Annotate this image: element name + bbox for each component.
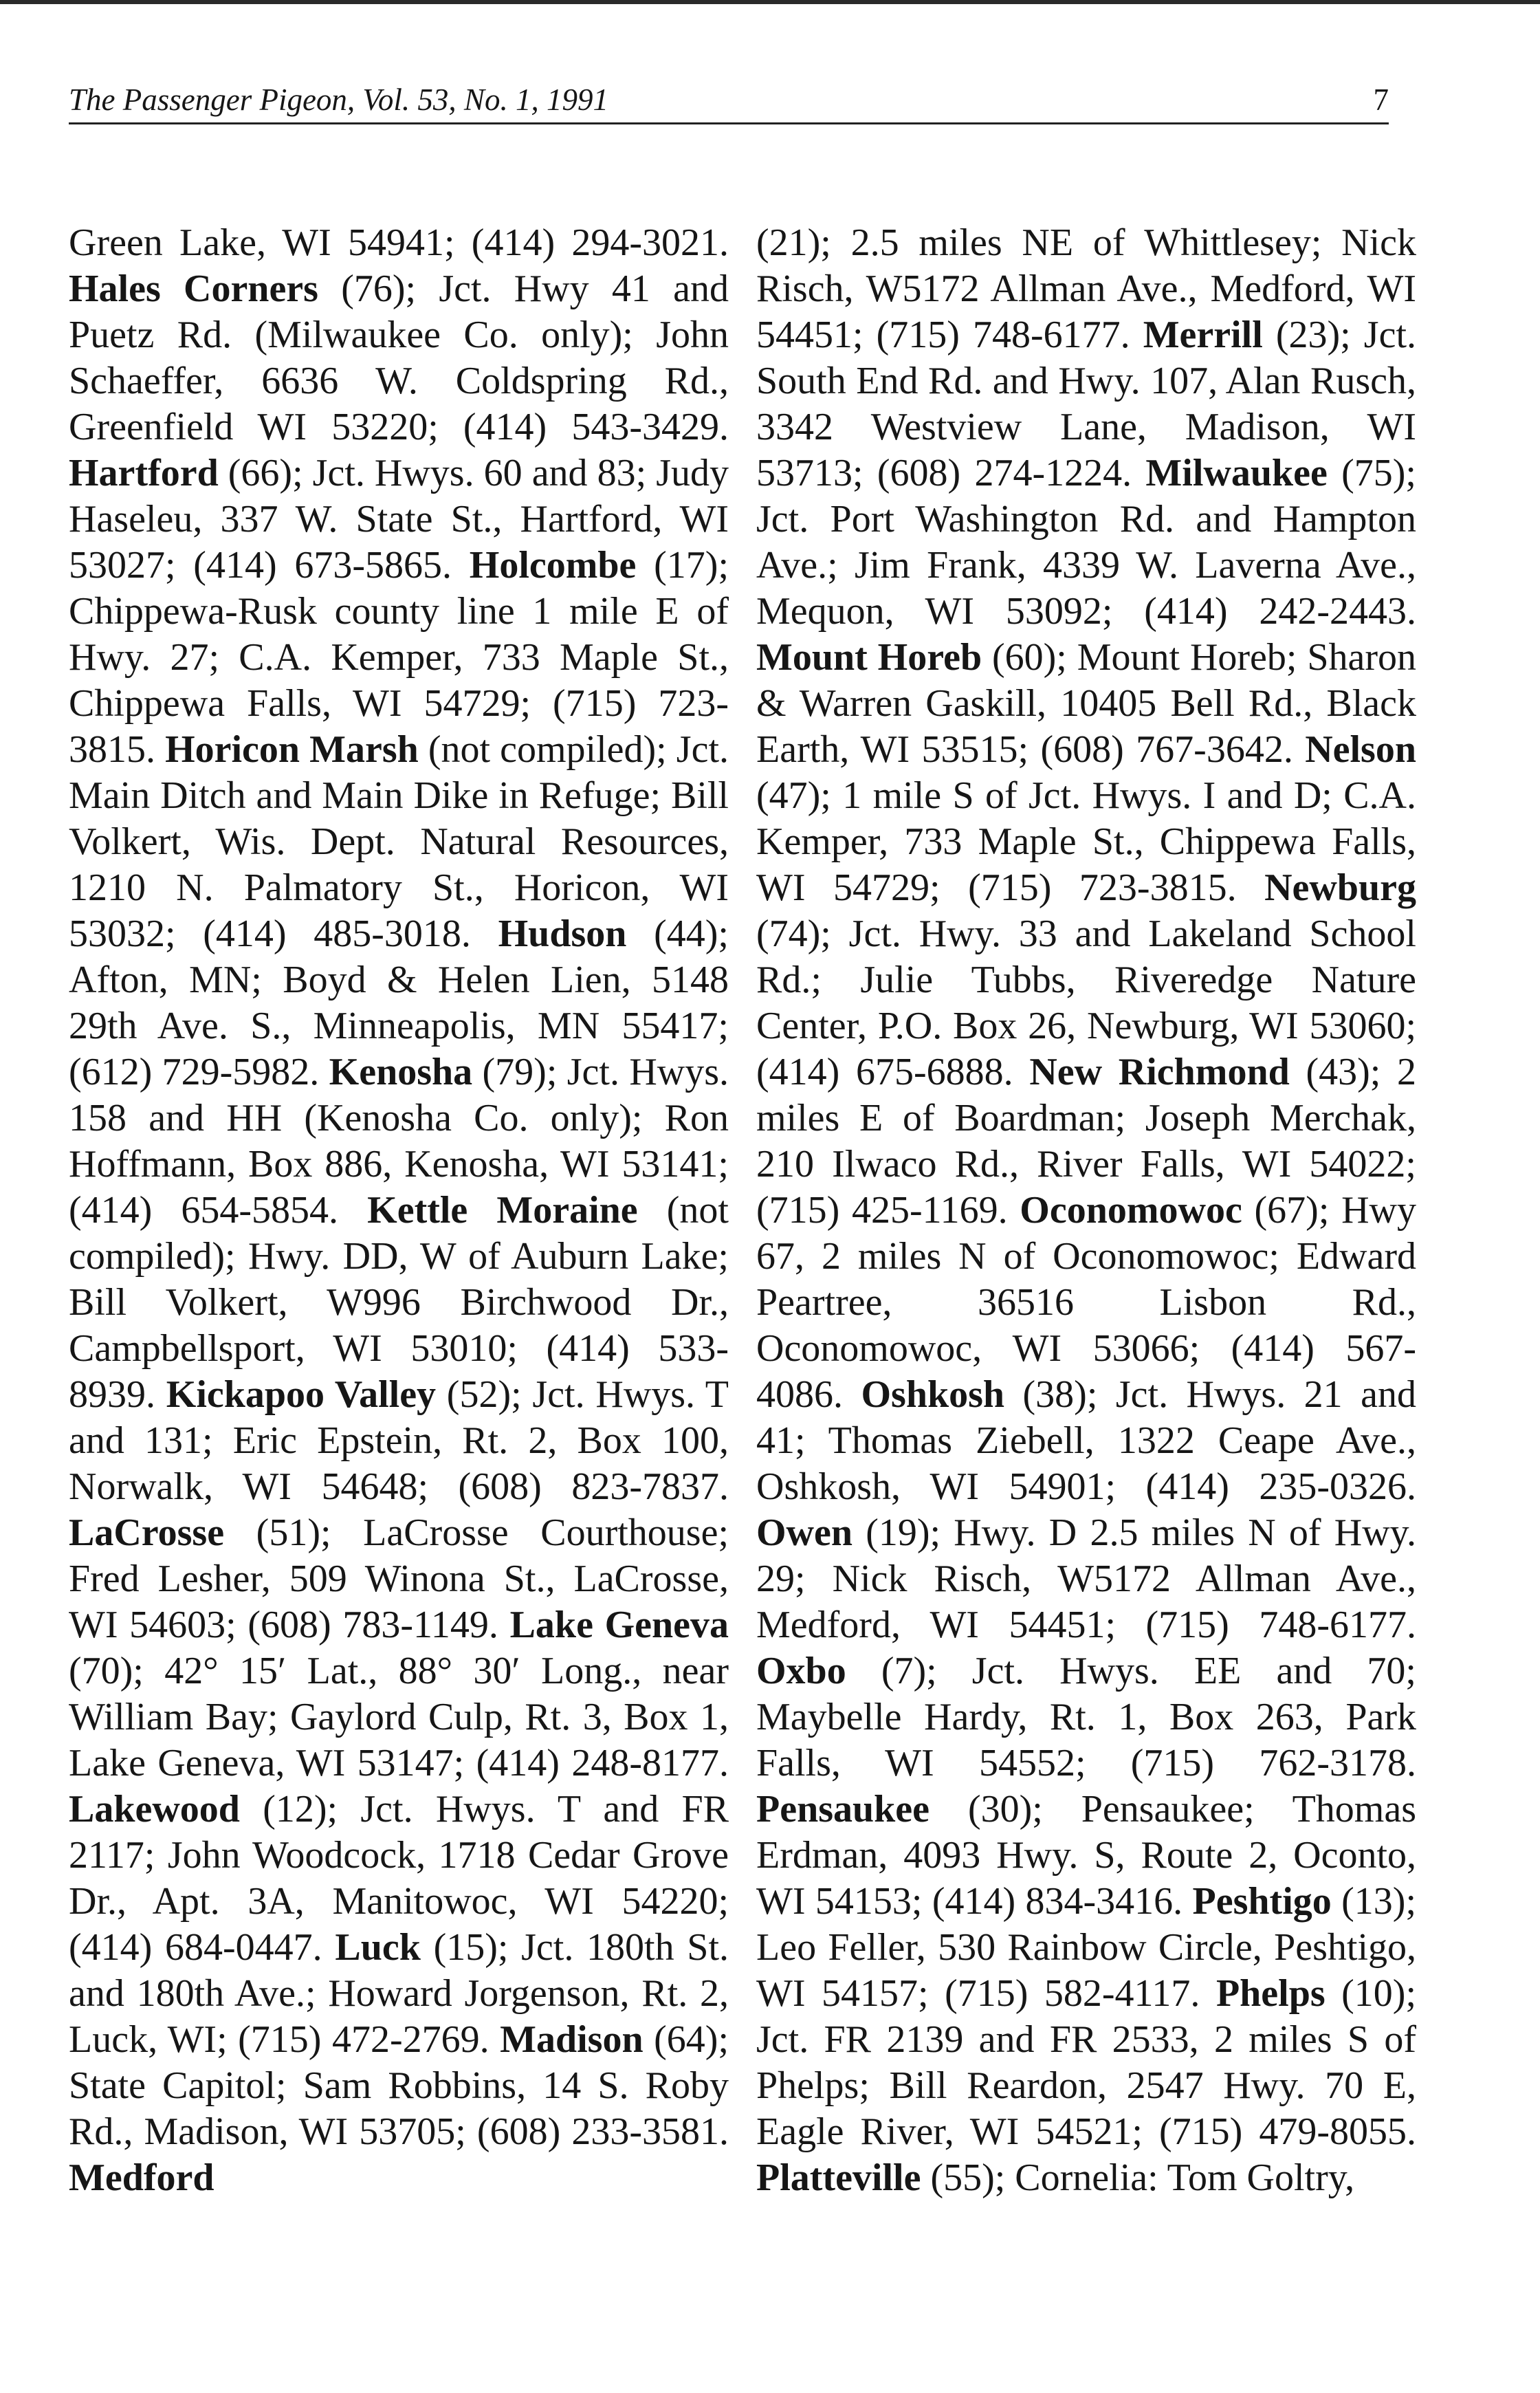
station-details: (51); LaCrosse Courthouse; Fred Lesher, 509 Winona St., LaCrosse, WI 54603; (608) 783-1149. (69, 1511, 729, 1646)
station-name: Lakewood (69, 1788, 240, 1831)
station-details: Green Lake, WI 54941; (414) 294-3021. (69, 221, 729, 264)
station-name: Luck (335, 1926, 421, 1969)
station-details: (64); State Capitol; Sam Robbins, 14 S. Roby Rd., Madison, WI 53705; (608) 233-3581. (69, 2018, 729, 2153)
station-details: (60); Mount Horeb; Sharon & Warren Gaskill, 10405 Bell Rd., Black Earth, WI 53515; (608) 767-3642. (756, 636, 1417, 771)
right-text-column (756, 220, 1416, 2352)
station-name: Nelson (1305, 728, 1416, 771)
station-name: Newburg (1264, 866, 1416, 909)
station-name: New Richmond (1029, 1051, 1290, 1093)
station-name: LaCrosse (69, 1511, 225, 1554)
station-name: Oxbo (756, 1650, 846, 1692)
station-details: (76); Jct. Hwy 41 and Puetz Rd. (Milwaukee Co. only); John Schaeffer, 6636 W. Coldspring Rd., Greenfield WI 53220; (414) 543-3429. (69, 267, 729, 448)
station-details: (55); Cornelia: Tom Goltry, (921, 2156, 1355, 2199)
station-name: Oconomowoc (1020, 1189, 1242, 1232)
station-name: Oshkosh (861, 1373, 1005, 1416)
station-details: (15); Jct. 180th St. and 180th Ave.; Howard Jorgenson, Rt. 2, Luck, WI; (715) 472-2769. (69, 1926, 729, 2061)
station-name: Platteville (756, 2156, 921, 2199)
station-name: Mount Horeb (756, 636, 982, 679)
journal-citation: The Passenger Pigeon, Vol. 53, No. 1, 1991 (69, 83, 608, 117)
station-name: Milwaukee (1145, 452, 1328, 494)
top-border-rule (0, 0, 1540, 4)
station-details: (44); Afton, MN; Boyd & Helen Lien, 5148 29th Ave. S., Minneapolis, MN 55417; (612) 729-5982. (69, 913, 729, 1093)
station-name: Hartford (69, 452, 219, 494)
station-details: (75); Jct. Port Washington Rd. and Hampton Ave.; Jim Frank, 4339 W. Laverna Ave., Mequon, WI 53092; (414) 242-2443. (756, 452, 1416, 633)
station-details: (38); Jct. Hwys. 21 and 41; Thomas Ziebell, 1322 Ceape Ave., Oshkosh, WI 54901; (414) 235-0326. (756, 1373, 1417, 1508)
station-name: Peshtigo (1192, 1880, 1332, 1923)
station-details: (74); Jct. Hwy. 33 and Lakeland School Rd.; Julie Tubbs, Riveredge Nature Center, P.O. Box 26, Newburg, WI 53060; (414) 675-6888. (756, 913, 1416, 1093)
station-details: (47); 1 mile S of Jct. Hwys. I and D; C.A. Kemper, 733 Maple St., Chippewa Falls, WI 54729; (715) 723-3815. (756, 774, 1416, 909)
running-header (69, 74, 1389, 124)
station-details: (67); Hwy 67, 2 miles N of Oconomowoc; Edward Peartree, 36516 Lisbon Rd., Oconomowoc, WI 53066; (414) 567-4086. (756, 1189, 1416, 1416)
left-text-column (69, 220, 729, 2352)
station-details: (79); Jct. Hwys. 158 and HH (Kenosha Co. only); Ron Hoffmann, Box 886, Kenosha, WI 53141; (414) 654-5854. (69, 1051, 729, 1232)
station-details: (7); Jct. Hwys. EE and 70; Maybelle Hardy, Rt. 1, Box 263, Park Falls, WI 54552; (715) 762-3178. (756, 1650, 1416, 1784)
station-name: Hudson (498, 913, 627, 955)
station-details: (21); 2.5 miles NE of Whittlesey; Nick Risch, W5172 Allman Ave., Medford, WI 54451; (715) 748-6177. (756, 221, 1416, 356)
station-name: Pensaukee (756, 1788, 930, 1831)
station-name: Owen (756, 1511, 852, 1554)
station-name: Medford (69, 2156, 214, 2199)
station-details: (12); Jct. Hwys. T and FR 2117; John Woodcock, 1718 Cedar Grove Dr., Apt. 3A, Manitowoc, WI 54220; (414) 684-0447. (69, 1788, 729, 1969)
station-details: (66); Jct. Hwys. 60 and 83; Judy Haseleu, 337 W. State St., Hartford, WI 53027; (414) 673-5865. (69, 452, 729, 587)
station-details: (17); Chippewa-Rusk county line 1 mile E of Hwy. 27; C.A. Kemper, 733 Maple St., Chippewa Falls, WI 54729; (715) 723- 3815. (69, 544, 729, 771)
station-details: (13); Leo Feller, 530 Rainbow Circle, Peshtigo, WI 54157; (715) 582-4117. (756, 1880, 1417, 2015)
station-details: (43); 2 miles E of Boardman; Joseph Merchak, 210 Ilwaco Rd., River Falls, WI 54022; (715) 425-1169. (756, 1051, 1417, 1232)
station-name: Kettle Moraine (367, 1189, 638, 1232)
station-details: (not compiled); Hwy. DD, W of Auburn Lake; Bill Volkert, W996 Birchwood Dr., Campbellsport, WI 53010; (414) 533-8939. (69, 1189, 729, 1416)
station-name: Horicon Marsh (165, 728, 419, 771)
page-number: 7 (1373, 83, 1389, 117)
station-details: (52); Jct. Hwys. T and 131; Eric Epstein, Rt. 2, Box 100, Norwalk, WI 54648; (608) 823-7837. (69, 1373, 729, 1508)
station-name: Holcombe (469, 544, 637, 587)
station-details: (23); Jct. South End Rd. and Hwy. 107, Alan Rusch, 3342 Westview Lane, Madison, WI 53713; (608) 274-1224. (756, 314, 1416, 494)
station-details: (10); Jct. FR 2139 and FR 2533, 2 miles S of Phelps; Bill Reardon, 2547 Hwy. 70 E, Eagle River, WI 54521; (715) 479-8055. (756, 1972, 1416, 2153)
station-details: (not compiled); Jct. Main Ditch and Main Dike in Refuge; Bill Volkert, Wis. Dept. Natural Resources, 1210 N. Palmatory St., Horicon, WI 53032; (414) 485-3018. (69, 728, 729, 955)
station-name: Kickapoo Valley (166, 1373, 437, 1416)
station-details: (70); 42° 15′ Lat., 88° 30′ Long., near William Bay; Gaylord Culp, Rt. 3, Box 1, Lake Geneva, WI 53147; (414) 248-8177. (69, 1650, 729, 1784)
station-name: Madison (500, 2018, 644, 2061)
station-name: Merrill (1143, 314, 1263, 356)
station-details: (19); Hwy. D 2.5 miles N of Hwy. 29; Nick Risch, W5172 Allman Ave., Medford, WI 54451; (715) 748-6177. (756, 1511, 1416, 1646)
station-name: Kenosha (329, 1051, 473, 1093)
station-name: Phelps (1216, 1972, 1326, 2015)
station-name: Lake Geneva (509, 1604, 729, 1646)
station-name: Hales Corners (69, 267, 318, 310)
station-details: (30); Pensaukee; Thomas Erdman, 4093 Hwy. S, Route 2, Oconto, WI 54153; (414) 834-3416. (756, 1788, 1416, 1923)
